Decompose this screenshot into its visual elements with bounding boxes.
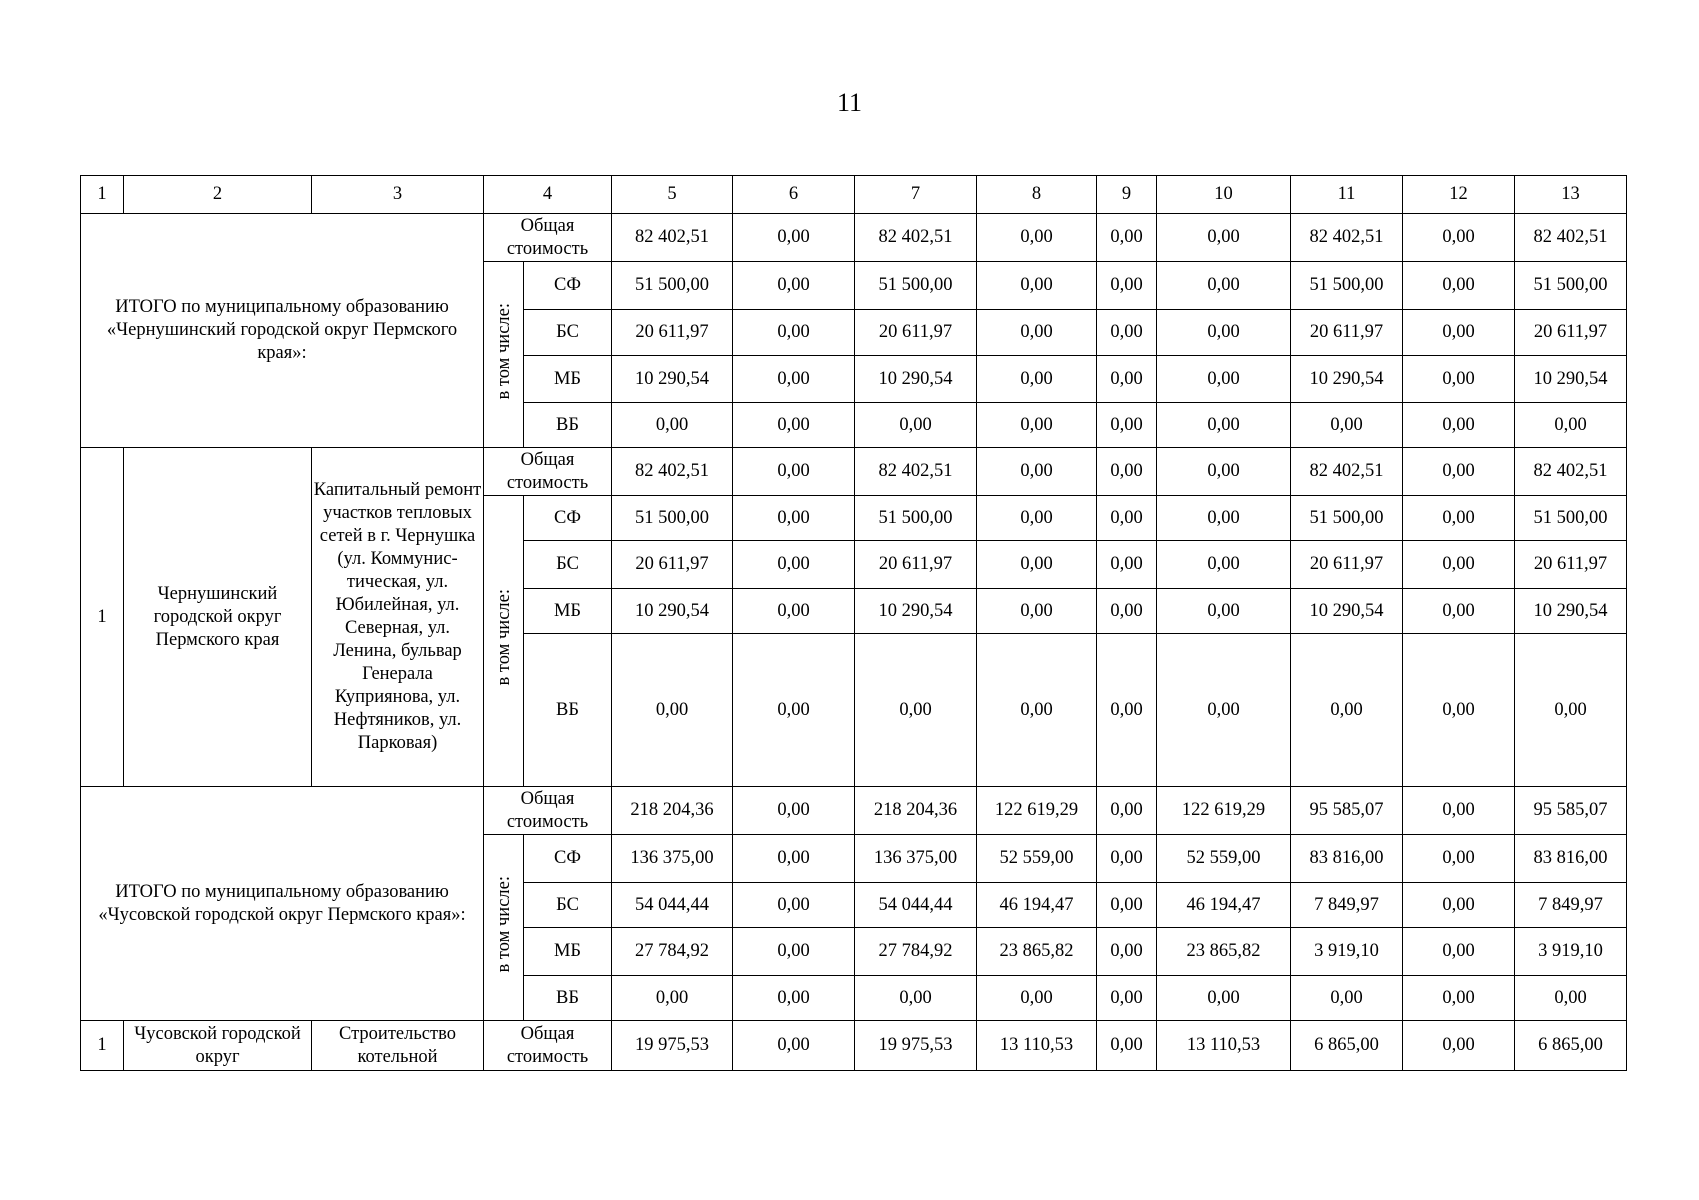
fund-code: БС [524, 541, 612, 589]
value-cell: 20 611,97 [612, 541, 733, 589]
value-cell: 52 559,00 [1157, 835, 1291, 883]
value-cell: 95 585,07 [1515, 787, 1627, 835]
value-cell: 0,00 [733, 310, 855, 356]
value-cell: 0,00 [1403, 310, 1515, 356]
value-cell: 0,00 [1403, 403, 1515, 448]
value-cell: 0,00 [733, 634, 855, 787]
value-cell: 0,00 [1403, 928, 1515, 976]
itogo-total-row [81, 787, 1627, 835]
header-cell: 7 [855, 176, 977, 214]
value-cell: 0,00 [1403, 787, 1515, 835]
value-cell: 3 919,10 [1291, 928, 1403, 976]
value-cell: 0,00 [977, 214, 1097, 262]
value-cell: 136 375,00 [612, 835, 733, 883]
value-cell: 7 849,97 [1515, 883, 1627, 928]
value-cell: 0,00 [1291, 976, 1403, 1021]
value-cell: 136 375,00 [855, 835, 977, 883]
value-cell: 122 619,29 [977, 787, 1097, 835]
value-cell: 0,00 [1157, 634, 1291, 787]
value-cell: 51 500,00 [612, 262, 733, 310]
value-cell: 6 865,00 [1291, 1021, 1403, 1071]
total-cost-label: Общая стоимость [484, 448, 612, 496]
value-cell: 0,00 [977, 496, 1097, 541]
value-cell: 0,00 [1157, 403, 1291, 448]
budget-table [80, 175, 1627, 1071]
value-cell: 82 402,51 [1515, 214, 1627, 262]
value-cell: 10 290,54 [1515, 356, 1627, 403]
value-cell: 0,00 [1097, 835, 1157, 883]
item-total-row [81, 1021, 1627, 1071]
value-cell: 0,00 [855, 634, 977, 787]
value-cell: 0,00 [1403, 634, 1515, 787]
value-cell: 0,00 [733, 976, 855, 1021]
value-cell: 0,00 [1097, 928, 1157, 976]
value-cell: 82 402,51 [1291, 214, 1403, 262]
value-cell: 0,00 [977, 589, 1097, 634]
value-cell: 0,00 [1097, 310, 1157, 356]
value-cell: 20 611,97 [1291, 541, 1403, 589]
value-cell: 51 500,00 [1291, 262, 1403, 310]
value-cell: 0,00 [1403, 976, 1515, 1021]
value-cell: 82 402,51 [612, 448, 733, 496]
value-cell: 0,00 [733, 496, 855, 541]
header-cell: 11 [1291, 176, 1403, 214]
value-cell: 0,00 [1403, 356, 1515, 403]
value-cell: 82 402,51 [855, 448, 977, 496]
itogo-label: ИТОГО по муниципальному образованию «Чусовской городской округ Пермского края»: [81, 787, 484, 1021]
fund-code: ВБ [524, 403, 612, 448]
value-cell: 0,00 [1097, 589, 1157, 634]
value-cell: 0,00 [733, 835, 855, 883]
value-cell: 10 290,54 [612, 356, 733, 403]
value-cell: 0,00 [1291, 634, 1403, 787]
fund-code: СФ [524, 262, 612, 310]
item-municipality: Чернушинский городской округ Пермского края [124, 448, 312, 787]
header-cell: 3 [312, 176, 484, 214]
header-cell: 1 [81, 176, 124, 214]
value-cell: 20 611,97 [1291, 310, 1403, 356]
value-cell: 82 402,51 [855, 214, 977, 262]
value-cell: 0,00 [1097, 403, 1157, 448]
value-cell: 0,00 [1403, 835, 1515, 883]
value-cell: 218 204,36 [612, 787, 733, 835]
value-cell: 0,00 [1097, 787, 1157, 835]
value-cell: 0,00 [733, 541, 855, 589]
value-cell: 54 044,44 [855, 883, 977, 928]
value-cell: 0,00 [1157, 496, 1291, 541]
value-cell: 0,00 [1403, 448, 1515, 496]
value-cell: 10 290,54 [1291, 589, 1403, 634]
value-cell: 0,00 [855, 403, 977, 448]
value-cell: 0,00 [977, 403, 1097, 448]
value-cell: 0,00 [733, 883, 855, 928]
value-cell: 10 290,54 [1291, 356, 1403, 403]
value-cell: 51 500,00 [855, 496, 977, 541]
value-cell: 27 784,92 [612, 928, 733, 976]
value-cell: 6 865,00 [1515, 1021, 1627, 1071]
value-cell: 0,00 [1157, 589, 1291, 634]
value-cell: 13 110,53 [1157, 1021, 1291, 1071]
value-cell: 27 784,92 [855, 928, 977, 976]
value-cell: 0,00 [733, 928, 855, 976]
header-cell: 9 [1097, 176, 1157, 214]
value-cell: 0,00 [733, 1021, 855, 1071]
item-number: 1 [81, 1021, 124, 1071]
value-cell: 0,00 [1097, 448, 1157, 496]
item-total-row [81, 448, 1627, 496]
value-cell: 0,00 [1097, 356, 1157, 403]
header-cell: 6 [733, 176, 855, 214]
header-cell: 4 [484, 176, 612, 214]
value-cell: 19 975,53 [855, 1021, 977, 1071]
value-cell: 10 290,54 [612, 589, 733, 634]
value-cell: 0,00 [1157, 262, 1291, 310]
value-cell: 0,00 [733, 214, 855, 262]
value-cell: 20 611,97 [612, 310, 733, 356]
value-cell: 0,00 [1403, 214, 1515, 262]
fund-code: БС [524, 883, 612, 928]
value-cell: 0,00 [612, 403, 733, 448]
value-cell: 0,00 [612, 976, 733, 1021]
value-cell: 0,00 [977, 448, 1097, 496]
value-cell: 0,00 [1291, 403, 1403, 448]
value-cell: 83 816,00 [1515, 835, 1627, 883]
value-cell: 10 290,54 [855, 356, 977, 403]
total-cost-label: Общая стоимость [484, 214, 612, 262]
value-cell: 0,00 [1403, 589, 1515, 634]
fund-code: МБ [524, 928, 612, 976]
itogo-label: ИТОГО по муниципальному образованию «Чернушинский городской округ Пермского края»: [81, 214, 484, 448]
value-cell: 10 290,54 [855, 589, 977, 634]
total-cost-label: Общая стоимость [484, 1021, 612, 1071]
value-cell: 13 110,53 [977, 1021, 1097, 1071]
value-cell: 0,00 [1403, 262, 1515, 310]
value-cell: 20 611,97 [1515, 310, 1627, 356]
header-cell: 12 [1403, 176, 1515, 214]
value-cell: 46 194,47 [1157, 883, 1291, 928]
value-cell: 20 611,97 [855, 310, 977, 356]
header-cell: 2 [124, 176, 312, 214]
header-cell: 8 [977, 176, 1097, 214]
value-cell: 0,00 [733, 448, 855, 496]
fund-code: МБ [524, 356, 612, 403]
value-cell: 0,00 [977, 310, 1097, 356]
fund-code: МБ [524, 589, 612, 634]
value-cell: 52 559,00 [977, 835, 1097, 883]
value-cell: 218 204,36 [855, 787, 977, 835]
value-cell: 0,00 [1403, 1021, 1515, 1071]
value-cell: 0,00 [733, 262, 855, 310]
item-number: 1 [81, 448, 124, 787]
value-cell: 0,00 [1403, 541, 1515, 589]
value-cell: 20 611,97 [855, 541, 977, 589]
value-cell: 0,00 [733, 356, 855, 403]
value-cell: 0,00 [1157, 448, 1291, 496]
value-cell: 0,00 [1157, 541, 1291, 589]
value-cell: 0,00 [1097, 496, 1157, 541]
value-cell: 0,00 [977, 976, 1097, 1021]
value-cell: 82 402,51 [612, 214, 733, 262]
fund-code: БС [524, 310, 612, 356]
page-number: 11 [836, 88, 863, 117]
fund-code: ВБ [524, 976, 612, 1021]
including-label: в том числе: [484, 496, 524, 787]
value-cell: 83 816,00 [1291, 835, 1403, 883]
total-cost-label: Общая стоимость [484, 787, 612, 835]
value-cell: 51 500,00 [1515, 262, 1627, 310]
value-cell: 0,00 [1403, 883, 1515, 928]
including-label: в том числе: [484, 262, 524, 448]
value-cell: 0,00 [1515, 634, 1627, 787]
value-cell: 51 500,00 [612, 496, 733, 541]
value-cell: 0,00 [1157, 214, 1291, 262]
value-cell: 0,00 [1097, 883, 1157, 928]
value-cell: 23 865,82 [1157, 928, 1291, 976]
header-cell: 10 [1157, 176, 1291, 214]
value-cell: 51 500,00 [1291, 496, 1403, 541]
value-cell: 0,00 [1097, 214, 1157, 262]
value-cell: 0,00 [733, 787, 855, 835]
value-cell: 0,00 [1157, 310, 1291, 356]
value-cell: 0,00 [733, 403, 855, 448]
value-cell: 0,00 [612, 634, 733, 787]
header-cell: 13 [1515, 176, 1627, 214]
value-cell: 54 044,44 [612, 883, 733, 928]
value-cell: 0,00 [977, 356, 1097, 403]
value-cell: 46 194,47 [977, 883, 1097, 928]
header-cell: 5 [612, 176, 733, 214]
value-cell: 82 402,51 [1515, 448, 1627, 496]
value-cell: 23 865,82 [977, 928, 1097, 976]
item-object: Строительство котельной [312, 1021, 484, 1071]
item-object: Капитальный ремонт участков тепловых сетей в г. Чернушка (ул. Коммунис-тическая, ул. Юбилейная, ул. Северная, ул. Ленина, бульвар Генерала Куприянова, ул. Нефтяников, ул. Парковая) [312, 448, 484, 787]
value-cell: 0,00 [977, 262, 1097, 310]
including-label: в том числе: [484, 835, 524, 1021]
value-cell: 0,00 [855, 976, 977, 1021]
item-municipality: Чусовской городской округ [124, 1021, 312, 1071]
column-number-row [81, 176, 1627, 214]
value-cell: 0,00 [1097, 541, 1157, 589]
value-cell: 0,00 [1097, 634, 1157, 787]
value-cell: 0,00 [1515, 403, 1627, 448]
value-cell: 0,00 [1157, 356, 1291, 403]
value-cell: 0,00 [1097, 262, 1157, 310]
fund-code: ВБ [524, 634, 612, 787]
value-cell: 20 611,97 [1515, 541, 1627, 589]
value-cell: 95 585,07 [1291, 787, 1403, 835]
value-cell: 19 975,53 [612, 1021, 733, 1071]
value-cell: 0,00 [1403, 496, 1515, 541]
fund-code: СФ [524, 835, 612, 883]
value-cell: 51 500,00 [855, 262, 977, 310]
value-cell: 0,00 [977, 634, 1097, 787]
value-cell: 122 619,29 [1157, 787, 1291, 835]
itogo-total-row [81, 214, 1627, 262]
value-cell: 0,00 [1157, 976, 1291, 1021]
fund-code: СФ [524, 496, 612, 541]
value-cell: 0,00 [1097, 976, 1157, 1021]
value-cell: 3 919,10 [1515, 928, 1627, 976]
value-cell: 7 849,97 [1291, 883, 1403, 928]
value-cell: 0,00 [977, 541, 1097, 589]
value-cell: 82 402,51 [1291, 448, 1403, 496]
value-cell: 51 500,00 [1515, 496, 1627, 541]
value-cell: 0,00 [1097, 1021, 1157, 1071]
value-cell: 0,00 [733, 589, 855, 634]
value-cell: 10 290,54 [1515, 589, 1627, 634]
value-cell: 0,00 [1515, 976, 1627, 1021]
